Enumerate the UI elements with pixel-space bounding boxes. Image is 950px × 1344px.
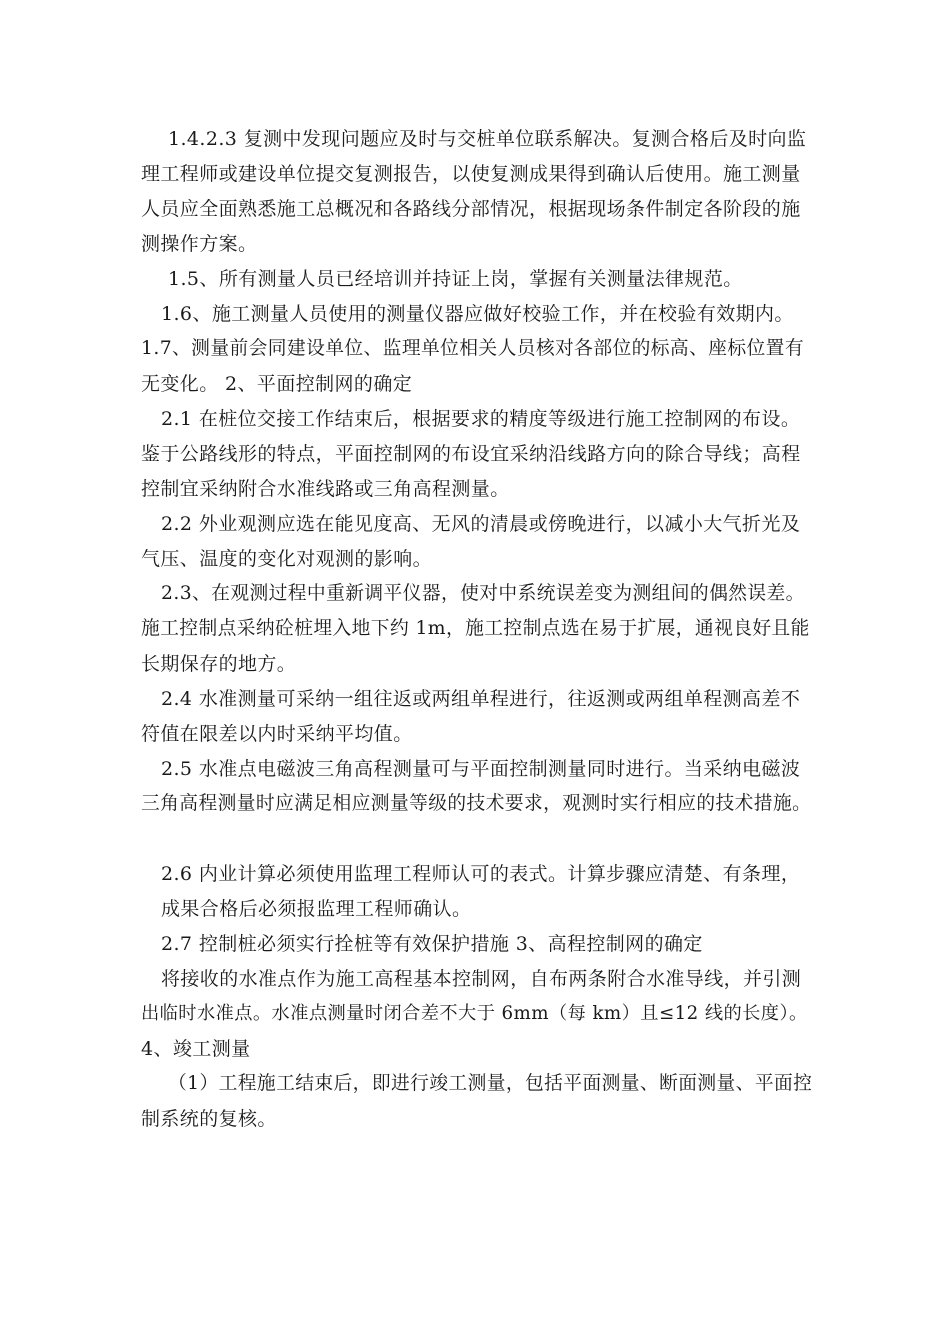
paragraph-23-line-3: 长期保存的地方。 [141,653,297,675]
paragraph-4-1-line-1: （1）工程施工结束后，即进行竣工测量，包括平面测量、断面测量、平面控 [168,1073,813,1094]
paragraph-21-line-2: 鉴于公路线形的特点，平面控制网的布设宜采纳沿线路方向的除合导线；高程 [141,443,801,465]
paragraph-3-line-2: 出临时水准点。水准点测量时闭合差不大于 6mm（每 km）且≤12 线的长度）。 [141,1003,808,1024]
paragraph-26-line-2: 成果合格后必须报监理工程师确认。 [161,898,472,920]
paragraph-21-line-3: 控制宜采纳附合水准线路或三角高程测量。 [141,478,510,500]
paragraph-25-line-1: 2.5 水准点电磁波三角高程测量可与平面控制测量同时进行。当采纳电磁波 [161,758,801,780]
paragraph-24-line-1: 2.4 水准测量可采纳一组往返或两组单程进行，往返测或两组单程测高差不 [161,688,801,710]
paragraph-1423-line-1: 1.4.2.3 复测中发现问题应及时与交桩单位联系解决。复测合格后及时向监 [168,128,807,150]
paragraph-15: 1.5、所有测量人员已经培训并持证上岗，掌握有关测量法律规范。 [168,268,743,290]
paragraph-23-line-1: 2.3、在观测过程中重新调平仪器，使对中系统误差变为测组间的偶然误差。 [161,583,805,604]
paragraph-22-line-2: 气压、温度的变化对观测的影响。 [141,548,433,570]
paragraph-27: 2.7 控制桩必须实行拴桩等有效保护措施 3、高程控制网的确定 [161,933,703,955]
paragraph-1423-line-2: 理工程师或建设单位提交复测报告，以使复测成果得到确认后使用。施工测量 [141,163,801,185]
paragraph-23-line-2: 施工控制点采纳砼桩埋入地下约 1m，施工控制点选在易于扩展，通视良好且能 [141,618,810,639]
paragraph-26-line-1: 2.6 内业计算必须使用监理工程师认可的表式。计算步骤应清楚、有条理， [161,863,801,885]
paragraph-3-line-1: 将接收的水准点作为施工高程基本控制网，自布两条附合水准导线，并引测 [161,968,802,990]
section-4-heading: 4、竣工测量 [141,1038,251,1060]
paragraph-24-line-2: 符值在限差以内时采纳平均值。 [141,723,413,745]
paragraph-1423-line-4: 测操作方案。 [141,233,258,255]
paragraph-1423-line-3: 人员应全面熟悉施工总概况和各路线分部情况，根据现场条件制定各阶段的施 [141,198,801,220]
paragraph-22-line-1: 2.2 外业观测应选在能见度高、无风的清晨或傍晚进行，以减小大气折光及 [161,513,801,535]
paragraph-17-line-1: 1.7、测量前会同建设单位、监理单位相关人员核对各部位的标高、座标位置有 [141,338,804,359]
paragraph-16: 1.6、施工测量人员使用的测量仪器应做好校验工作，并在校验有效期内。 [161,303,794,325]
paragraph-25-line-2: 三角高程测量时应满足相应测量等级的技术要求，观测时实行相应的技术措施。 [141,793,812,814]
paragraph-17-line-2: 无变化。 2、平面控制网的确定 [141,373,413,395]
paragraph-21-line-1: 2.1 在桩位交接工作结束后，根据要求的精度等级进行施工控制网的布设。 [161,408,801,430]
paragraph-4-1-line-2: 制系统的复核。 [141,1108,277,1130]
